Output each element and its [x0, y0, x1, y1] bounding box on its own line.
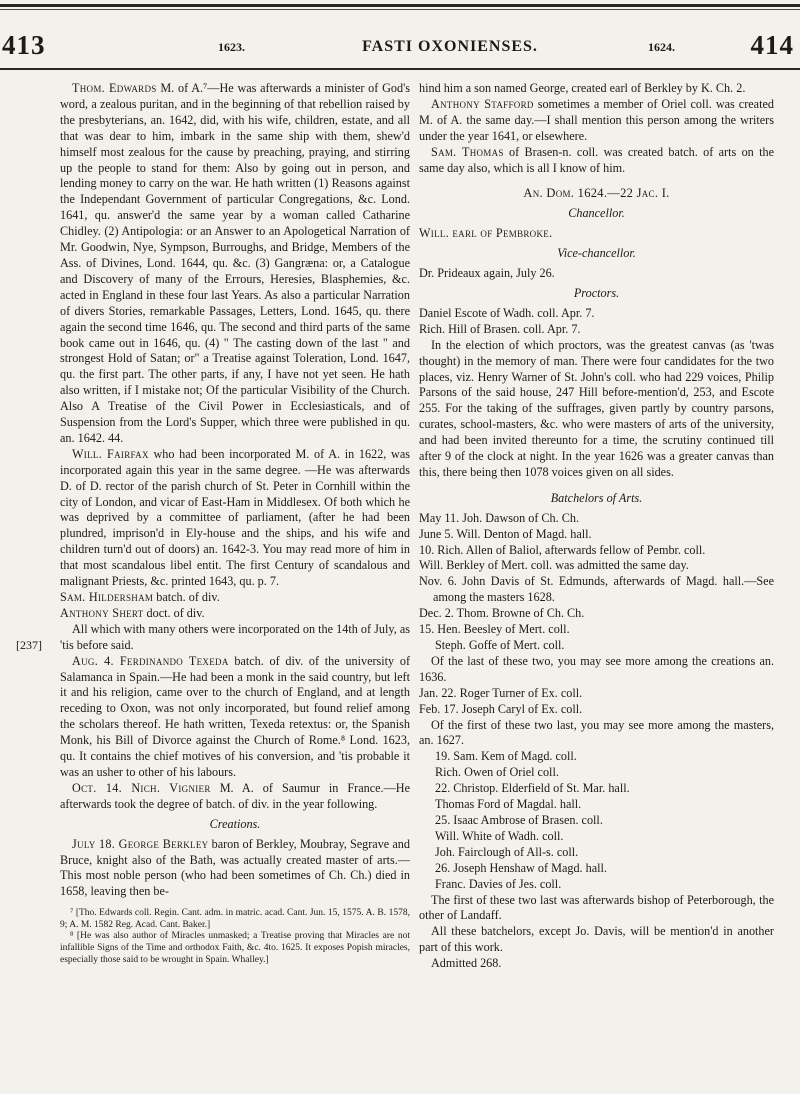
creations-paragraph	[60, 837, 410, 901]
batchelors-note: All these batchelors, except Jo. Davis, will be mention'd in another part of this work.	[419, 924, 774, 955]
proctor-entry: Daniel Escote of Wadh. coll. Apr. 7.	[419, 305, 595, 320]
margin-page-mark: [237]	[16, 638, 42, 652]
chancellor-name: Will. earl of Pembroke.	[419, 226, 553, 241]
right-entry-lead: Sam. Thomas	[431, 144, 504, 159]
left-entry-text: All which with many others were incorporated on the 14th of July, as 'tis before said.	[60, 621, 410, 652]
left-entry-lead: Oct. 14. Nich. Vignier	[72, 780, 211, 795]
left-paragraphs	[60, 81, 410, 813]
batchelor-entry: Feb. 17. Joseph Caryl of Ex. coll.	[419, 701, 583, 716]
left-entry-paragraph	[60, 622, 410, 654]
batchelors-note: Admitted 268.	[431, 956, 502, 971]
batchelor-entry: Rich. Owen of Oriel coll.	[435, 765, 559, 780]
year-heading-text: An. Dom. 1624.—22 Jac. I.	[523, 186, 670, 201]
left-column	[60, 81, 410, 966]
right-entry-text: hind him a son named George, created earl of Berkley by K. Ch. 2.	[419, 81, 746, 95]
left-entry-text: who had been incorporated M. of A. in 1622, was incorporated again this year in the same degree. —He was afterwards D. of D. rector of the parish church of St. Peter in Cornhill within the city of London, and vicar of East-Ham in Middlesex. Of both which he was deprived by a committee of parliament, (after he had been plundred, imprison'd in Ely-house and the ships, and his wife and children turn'd out of doors) an. 1642-3. You may read more of him in that most scandalous libel entit. The first Century of scandalous and malignant Priests, &c. printed 1643, qu. p. 7.	[60, 446, 410, 589]
top-rule	[0, 4, 800, 7]
batchelor-entry: Steph. Goffe of Mert. coll.	[435, 638, 565, 652]
batchelor-entry: Thomas Ford of Magdal. hall.	[435, 797, 582, 812]
left-entry-text: M. A. of Saumur in France.—He afterwards took the degree of batch. of div. in the year following.	[60, 780, 410, 811]
page-number-right: 414	[750, 30, 794, 60]
page-header	[0, 30, 800, 70]
batchelors-note: Of the last of these two, you may see more among the creations an. 1636.	[419, 653, 774, 684]
left-entry-lead: Sam. Hildersham	[60, 590, 154, 604]
creations-text: baron of Berkley, Moubray, Segrave and Bruce, knight also of the Bath, was actually created master of arts.—This most noble person (who had been sometimes of Ch. Ch.) died in 1658, leaving then be-	[60, 836, 410, 899]
creations-heading: Creations.	[209, 816, 261, 831]
header-year-left: 1623.	[218, 40, 245, 54]
batchelor-entry: 15. Hen. Beesley of Mert. coll.	[419, 622, 570, 637]
footnote: ⁸ [He was also author of Miracles unmasked; a Treatise proving that Miracles are not infallible Signs of the Time and orthodox Faith, &c. 4to. 1625. It exposes Popish miracles, especially those said to be wrought in Spain. Whalley.]	[60, 931, 410, 965]
right-top-paragraphs	[419, 81, 774, 176]
header-year-right: 1624.	[648, 40, 675, 54]
footnote: ⁷ [Tho. Edwards coll. Regin. Cant. adm. in matric. acad. Cant. Jun. 15, 1575. A. B. 1578, 9; A. M. 1582 Reg. Acad. Cant. Baker.]	[60, 908, 410, 930]
left-entry-paragraph	[60, 81, 410, 447]
batchelor-entry: 26. Joseph Henshaw of Magd. hall.	[435, 860, 607, 875]
batchelors-note: Of the first of these two last, you may see more among the masters, an. 1627.	[419, 717, 774, 748]
batchelor-entry: 19. Sam. Kem of Magd. coll.	[435, 749, 577, 764]
batchelor-entry: Joh. Fairclough of All-s. coll.	[435, 844, 579, 859]
left-entry-paragraph	[60, 447, 410, 590]
batchelor-entry: 25. Isaac Ambrose of Brasen. coll.	[435, 812, 603, 827]
batchelor-entry: 10. Rich. Allen of Baliol, afterwards fellow of Pembr. coll.	[419, 542, 706, 557]
election-paragraph: In the election of which proctors, was the greatest canvas (as 'twas thought) in the memory of man. There were four candidates for the two places, viz. Henry Warner of St. John's coll. who had 229 voices, Philip Parsons of the said house, 247 Hill before-mention'd, 253, and Escote 255. For the taking of the suffrages, given partly by country parsons, curates, school-masters, &c. who were masters of arts of the university, and had been invited thereunto for a time, the scrutiny continued till after 9 of the clock at night. In the year 1626 was a greater canvas than this, there being then 1078 voices given on all sides.	[419, 337, 774, 479]
batchelor-entry: Jan. 22. Roger Turner of Ex. coll.	[419, 685, 583, 700]
left-entry-text: batch. of div.	[153, 590, 220, 604]
proctors-heading: Proctors.	[573, 285, 620, 300]
left-entry-lead: Aug. 4. Ferdinando Texeda	[72, 653, 229, 668]
batchelor-entry: Nov. 6. John Davis of St. Edmunds, afterwards of Magd. hall.—See among the masters 1628.	[419, 574, 774, 605]
left-entry-paragraph	[60, 781, 410, 813]
batchelor-entry: May 11. Joh. Dawson of Ch. Ch.	[419, 510, 580, 525]
left-entry-paragraph	[60, 654, 410, 781]
right-column	[419, 81, 774, 972]
vice-chancellor-name: Dr. Prideaux again, July 26.	[419, 266, 555, 281]
top-rule-thin	[0, 9, 800, 10]
left-entry-lead: Thom. Edwards	[72, 81, 157, 95]
right-entry-paragraph	[419, 97, 774, 145]
page-number-left: 413	[2, 30, 46, 60]
batchelor-entry: Franc. Davies of Jes. coll.	[435, 876, 562, 891]
batchelor-entry: June 5. Will. Denton of Magd. hall.	[419, 526, 592, 541]
batchelors-list	[419, 511, 774, 972]
batchelors-note: The first of these two last was afterwards bishop of Peterborough, the other of Landaff.	[419, 892, 774, 923]
header-rule	[0, 68, 800, 70]
right-entry-paragraph	[419, 81, 774, 97]
right-entry-lead: Anthony Stafford	[431, 96, 534, 111]
footnotes	[60, 908, 410, 966]
proctor-entry: Rich. Hill of Brasen. coll. Apr. 7.	[419, 321, 581, 336]
right-entry-text: of Brasen-n. coll. was created batch. of arts on the same day also, which is all I know of him.	[419, 144, 774, 175]
batchelor-entry: Dec. 2. Thom. Browne of Ch. Ch.	[419, 606, 585, 621]
left-entry-lead: Anthony Shert	[60, 605, 144, 620]
right-entry-text: sometimes a member of Oriel coll. was created M. of A. the same day.—I shall mention this person among the writers under the year 1641, or elsewhere.	[419, 96, 774, 143]
batchelors-heading: Batchelors of Arts.	[550, 490, 643, 505]
vice-chancellor-heading: Vice-chancellor.	[557, 246, 636, 261]
year-heading	[419, 186, 774, 202]
left-entry-paragraph	[60, 590, 410, 606]
batchelor-entry: 22. Christop. Elderfield of St. Mar. hall.	[435, 781, 630, 796]
batchelor-entry: Will. Berkley of Mert. coll. was admitted the same day.	[419, 558, 689, 573]
right-entry-paragraph	[419, 145, 774, 177]
left-entry-text: doct. of div.	[143, 605, 205, 620]
left-entry-lead: Will. Fairfax	[72, 446, 149, 461]
chancellor-heading: Chancellor.	[568, 206, 625, 221]
creations-lead: July 18. George Berkley	[72, 836, 209, 851]
left-entry-paragraph	[60, 606, 410, 622]
left-entry-text: M. of A.⁷—He was afterwards a minister of God's word, a zealous puritan, and in the beginning of that rebellion raised by the presbyterians, an. 1642, did, with his wife, children, estate, and all that was dear to him, imbark in the same ship with them, shew'd himself most zealous for the cause by preaching, praying, and stirring up the people to stand for them: Also by going out in person, and lending money to carry on the war. He hath written (1) Reasons against the Independant Government of particular Congregations, &c. Lond. 1641, qu. answer'd the same year by a woman called Catharine Chidley. (2) Antipologia: or an Answer to an Apologetical Narration of Mr. Goodwin, Nye, Sympson, Burroughs, and Bridge, Members of the Ass. of Divines, Lond. 1644, qu. &c. (3) Gangræna: or, a Catalogue and Discovery of many of the Errours, Heresies, Blasphemies, &c. acted in England in these four last Years. As also a particular Narration of divers Stories, remarkable Passages, Letters, Lond. 1645, qu. there again the second time 1646, qu. The second and third parts of the same book came out in 1646, qu. (4) " The casting down of the last " and strongest Hold of Satan; or" a Treatise against Toleration, Lond. 1647, qu. the first part. The other parts, if any, I have not yet seen. He hath also written, if I mistake not; Of the particular Visibility of the Church. Also A Treatise of the Civil Power in Ecclesiasticals, and of Suspension from the Lord's Supper, which three were published in qu. an. 1642. 44.	[60, 81, 411, 445]
running-title: FASTI OXONIENSES.	[362, 38, 538, 55]
batchelor-entry: Will. White of Wadh. coll.	[435, 828, 564, 843]
left-entry-text: batch. of div. of the university of Salamanca in Spain.—He had been a monk in the said country, but left it and his religion, came over to the church of England, and at length receding to Oxon, was not only incorporated, but found relief among the scholars thereof. He hath written, Texeda retextus: or, the Spanish Monk, his Bill of Divorce against the Church of Rome.⁸ Lond. 1623, qu. It contains the chief motives of his conversion, and 'tis probable it was an usher to other of his labours.	[60, 653, 411, 779]
proctors-list	[419, 306, 774, 338]
